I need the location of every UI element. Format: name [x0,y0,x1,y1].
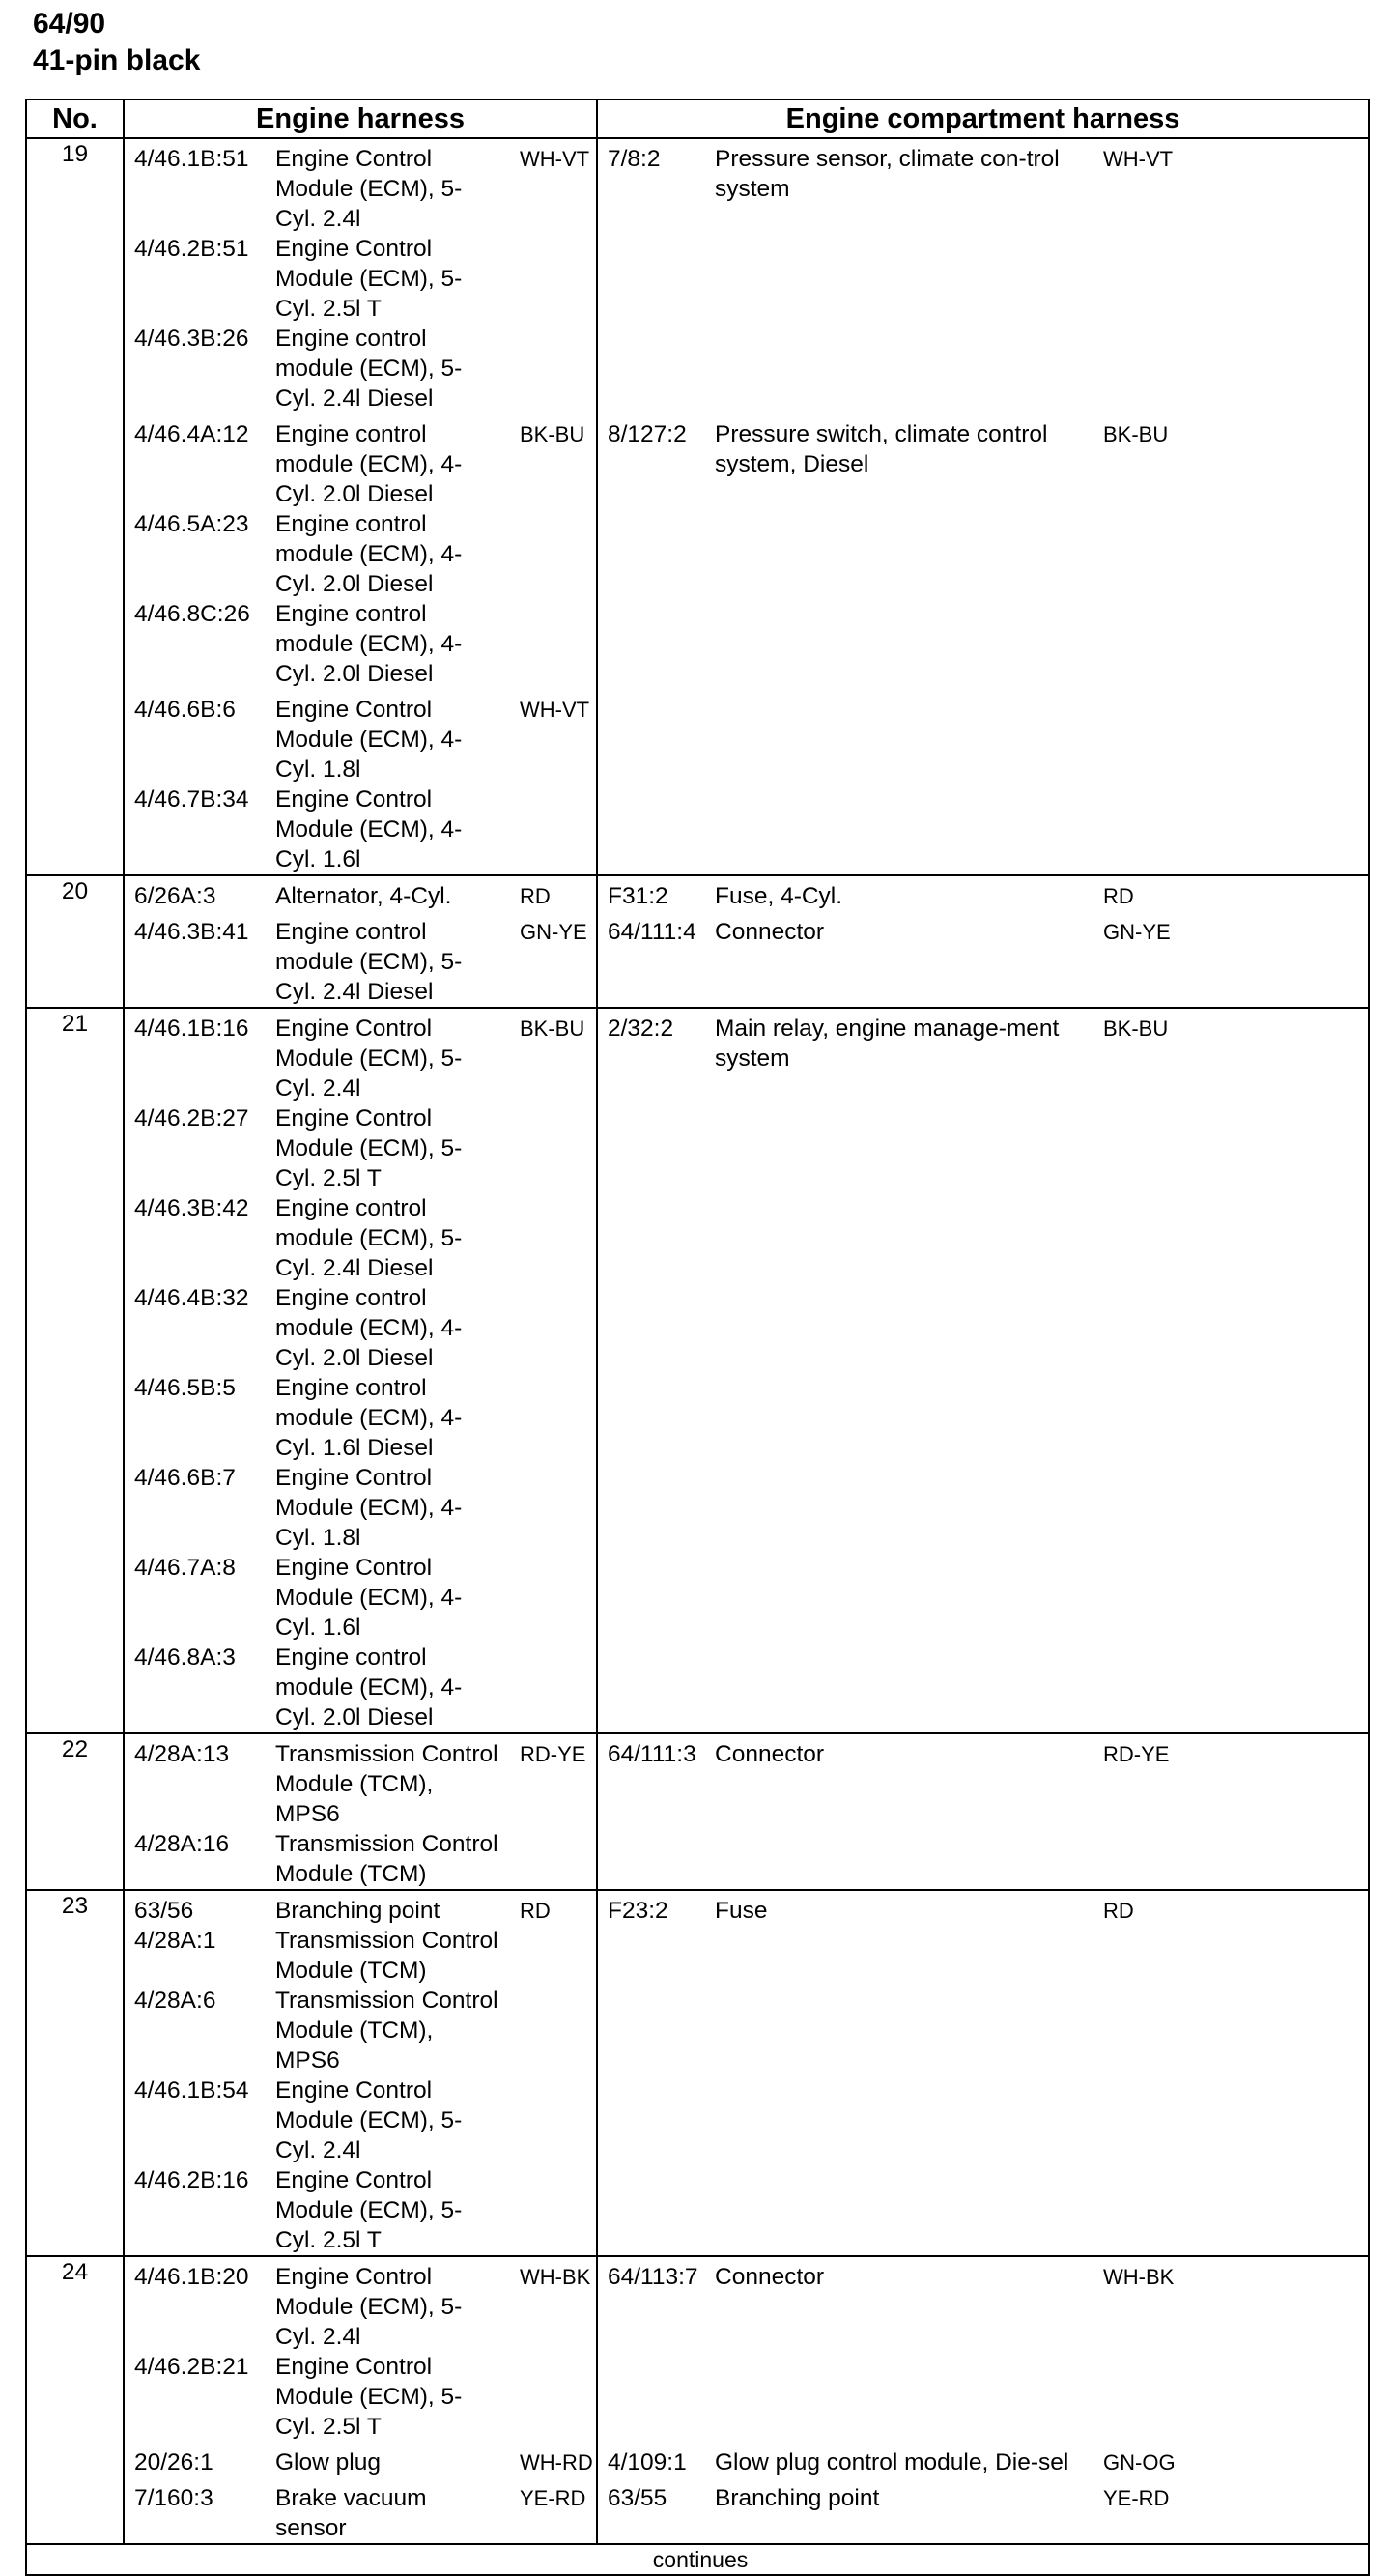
compartment-component: Connector [705,2256,1088,2442]
engine-entry [134,785,502,874]
engine-harness-entries [124,2477,506,2544]
table-row [26,1890,1369,2256]
engine-entry [134,1896,502,1926]
engine-entry [134,1829,502,1889]
engine-entry [134,1986,502,2075]
pin-number: 24 [26,2256,124,2544]
engine-entry [134,695,502,785]
engine-wire-color: BK-BU [506,1008,597,1733]
engine-pin: 4/46.3B:42 [134,1195,249,1221]
table-footer-row [26,2544,1369,2575]
engine-component: Engine Control Module (ECM), 4-Cyl. 1.8l [275,1465,463,1551]
compartment-wire-color: GN-YE [1088,911,1369,1008]
pin-number: 19 [26,138,124,875]
engine-component: Engine Control Module (ECM), 4-Cyl. 1.6l [275,787,463,873]
compartment-component: Main relay, engine manage-ment system [705,1008,1088,1733]
engine-harness-entries [124,2442,506,2477]
engine-entry [134,1643,502,1732]
engine-pin: 4/46.4B:32 [134,1285,249,1311]
engine-component: Engine Control Module (ECM), 5-Cyl. 2.4l [275,1016,463,1102]
engine-harness-entries [124,2256,506,2442]
engine-pin: 4/46.4A:12 [134,421,249,447]
compartment-pin: 4/109:1 [608,2449,687,2476]
compartment-pin: 64/111:4 [608,919,696,945]
continues-note: continues [26,2544,1369,2575]
compartment-component: Branching point [715,2485,880,2511]
engine-entry [134,1014,502,1103]
engine-entry [134,234,502,324]
engine-pin: 4/46.8C:26 [134,601,250,627]
engine-pin: 4/28A:16 [134,1831,230,1857]
engine-component: Engine control module (ECM), 5-Cyl. 2.4l Diesel [275,1195,463,1281]
engine-pin: 4/46.5A:23 [134,511,249,537]
engine-entry [134,144,502,234]
engine-component: Transmission Control Module (TCM), MPS6 [275,1741,498,1827]
engine-entry [134,1373,502,1463]
pin-number: 23 [26,1890,124,2256]
compartment-wire-color: RD [1088,875,1369,911]
engine-pin: 4/46.2B:21 [134,2354,249,2380]
engine-harness-entries [124,1008,506,1733]
engine-pin: 4/46.6B:7 [134,1465,236,1491]
engine-component: Engine control module (ECM), 4-Cyl. 2.0l Diesel [275,601,463,687]
engine-pin: 4/46.2B:51 [134,236,249,262]
compartment-wire-color: RD-YE [1088,1733,1369,1890]
compartment-pin: 63/55 [608,2485,667,2511]
engine-entry [134,2447,502,2477]
engine-pin: 4/46.7B:34 [134,787,249,813]
engine-component: Transmission Control Module (TCM), MPS6 [275,1988,498,2074]
engine-component: Engine Control Module (ECM), 5-Cyl. 2.5l T [275,1105,463,1191]
compartment-wire-color: RD [1088,1890,1369,2256]
table-row [26,1733,1369,1890]
table-row [26,2477,1369,2544]
engine-component: Engine Control Module (ECM), 4-Cyl. 1.8l [275,697,463,783]
header-engine-compartment-harness: Engine compartment harness [597,100,1369,138]
engine-entry [134,1103,502,1193]
engine-entry [134,1283,502,1373]
compartment-component: Pressure switch, climate control system, Diesel [715,421,1048,477]
connector-ref: 64/90 [33,8,106,40]
engine-component: Engine control module (ECM), 5-Cyl. 2.4l Diesel [275,919,463,1005]
page-heading [33,6,200,79]
engine-entry [134,2483,502,2543]
pin-assignment-table [25,99,1370,2576]
engine-pin: 4/46.1B:54 [134,2077,249,2104]
engine-wire-color: RD [506,1890,597,2256]
engine-pin: 4/46.3B:26 [134,326,249,352]
engine-component: Engine control module (ECM), 4-Cyl. 1.6l Diesel [275,1375,463,1461]
compartment-component: Connector [715,919,825,945]
engine-pin: 4/28A:6 [134,1988,216,2014]
table-row [26,689,1369,875]
engine-entry [134,1926,502,1986]
engine-pin: 4/46.6B:6 [134,697,236,723]
engine-wire-color: RD [506,875,597,911]
engine-harness-entries [124,1890,506,2256]
engine-entry [134,2352,502,2442]
table-row [26,2256,1369,2442]
compartment-component [705,689,1088,875]
compartment-component: Pressure sensor, climate con-trol system [705,138,1088,414]
engine-harness-entries [124,875,506,911]
engine-entry [134,324,502,414]
engine-pin: 4/46.2B:16 [134,2167,249,2193]
engine-wire-color: WH-BK [506,2256,597,2442]
compartment-wire-color: GN-OG [1088,2442,1369,2477]
compartment-component: Glow plug control module, Die-sel [715,2449,1069,2476]
engine-entry [134,1193,502,1283]
engine-wire-color: RD-YE [506,1733,597,1890]
engine-pin: 4/28A:13 [134,1741,230,1767]
engine-component: Engine control module (ECM), 4-Cyl. 2.0l Diesel [275,1285,463,1371]
engine-pin: 63/56 [134,1898,194,1924]
engine-pin: 4/46.5B:5 [134,1375,236,1401]
engine-pin: 20/26:1 [134,2449,213,2476]
compartment-wire-color: BK-BU [1088,414,1369,689]
engine-pin: 4/46.1B:51 [134,146,249,172]
compartment-pin: 64/111:3 [597,1733,705,1890]
engine-component: Engine Control Module (ECM), 4-Cyl. 1.6l [275,1555,463,1641]
engine-component: Engine control module (ECM), 4-Cyl. 2.0l Diesel [275,1645,463,1731]
engine-component: Alternator, 4-Cyl. [275,883,452,909]
engine-pin: 4/46.3B:41 [134,919,249,945]
engine-harness-entries [124,138,506,414]
engine-wire-color: WH-VT [506,138,597,414]
engine-wire-color: GN-YE [506,911,597,1008]
engine-component: Engine Control Module (ECM), 5-Cyl. 2.5l T [275,2167,463,2253]
compartment-wire-color: WH-VT [1088,138,1369,414]
engine-pin: 4/46.1B:20 [134,2264,249,2290]
engine-entry [134,1739,502,1829]
engine-component: Brake vacuum sensor [275,2485,427,2541]
compartment-wire-color: WH-BK [1088,2256,1369,2442]
compartment-pin: F31:2 [597,875,705,911]
compartment-pin: F23:2 [597,1890,705,2256]
engine-entry [134,1553,502,1643]
compartment-pin: 8/127:2 [608,421,687,447]
compartment-wire-color [1088,689,1369,875]
engine-pin: 4/46.2B:27 [134,1105,249,1131]
engine-pin: 4/46.1B:16 [134,1016,249,1042]
engine-harness-entries [124,689,506,875]
compartment-pin: 7/8:2 [597,138,705,414]
engine-component: Engine control module (ECM), 4-Cyl. 2.0l Diesel [275,421,463,507]
engine-entry [134,509,502,599]
compartment-pin: 64/113:7 [597,2256,705,2442]
engine-component: Engine Control Module (ECM), 5-Cyl. 2.4l [275,146,463,232]
compartment-pin: 2/32:2 [597,1008,705,1733]
engine-component: Engine Control Module (ECM), 5-Cyl. 2.4l [275,2264,463,2350]
engine-entry [134,881,502,911]
engine-wire-color: WH-RD [506,2442,597,2477]
engine-entry [134,2075,502,2165]
table-row [26,138,1369,414]
pin-number: 22 [26,1733,124,1890]
engine-component: Transmission Control Module (TCM) [275,1928,498,1984]
engine-wire-color: YE-RD [506,2477,597,2544]
engine-component: Engine Control Module (ECM), 5-Cyl. 2.4l [275,2077,463,2163]
engine-entry [134,2165,502,2255]
compartment-component: Connector [705,1733,1088,1890]
compartment-pin [597,689,705,875]
engine-pin: 7/160:3 [134,2485,213,2511]
compartment-component: Fuse [705,1890,1088,2256]
engine-component: Glow plug [275,2449,381,2476]
header-no: No. [26,100,124,138]
engine-component: Engine Control Module (ECM), 5-Cyl. 2.5l T [275,236,463,322]
compartment-component: Fuse, 4-Cyl. [705,875,1088,911]
table-body [26,138,1369,2575]
engine-wire-color: BK-BU [506,414,597,689]
engine-component: Engine Control Module (ECM), 5-Cyl. 2.5l T [275,2354,463,2440]
engine-pin: 4/46.8A:3 [134,1645,236,1671]
engine-harness-entries [124,1733,506,1890]
engine-entry [134,917,502,1007]
engine-harness-entries [124,414,506,689]
engine-component: Engine control module (ECM), 5-Cyl. 2.4l Diesel [275,326,463,412]
engine-component: Branching point [275,1898,440,1924]
engine-entry [134,599,502,689]
table-row [26,414,1369,689]
engine-pin: 4/46.7A:8 [134,1555,236,1581]
engine-entry [134,419,502,509]
table-row [26,1008,1369,1733]
header-engine-harness: Engine harness [124,100,597,138]
compartment-wire-color: YE-RD [1088,2477,1369,2544]
engine-harness-entries [124,911,506,1008]
pin-number: 21 [26,1008,124,1733]
table-row [26,875,1369,911]
engine-wire-color: WH-VT [506,689,597,875]
engine-entry [134,2262,502,2352]
engine-component: Transmission Control Module (TCM) [275,1831,498,1887]
engine-pin: 6/26A:3 [134,883,216,909]
table-header-row [26,100,1369,138]
pin-number: 20 [26,875,124,1008]
table-row [26,2442,1369,2477]
compartment-wire-color: BK-BU [1088,1008,1369,1733]
engine-pin: 4/28A:1 [134,1928,216,1954]
connector-subtitle: 41-pin black [33,44,201,76]
engine-component: Engine control module (ECM), 4-Cyl. 2.0l Diesel [275,511,463,597]
table-row [26,911,1369,1008]
engine-entry [134,1463,502,1553]
